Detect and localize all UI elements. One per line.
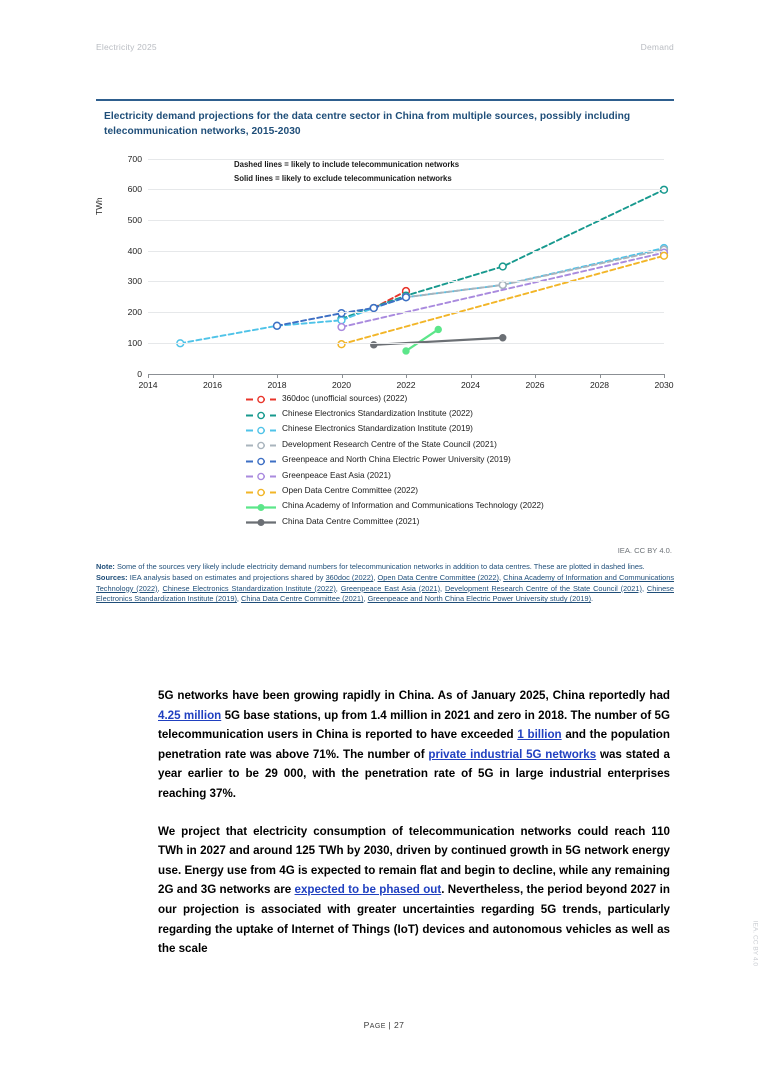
- gridline-100: [148, 343, 664, 344]
- legend-key-icon: [246, 454, 276, 465]
- legend-label: Greenpeace East Asia (2021): [282, 469, 391, 480]
- data-point: [338, 316, 345, 323]
- running-header: [96, 42, 674, 52]
- inline-link[interactable]: 1 billion: [517, 728, 562, 742]
- source-link[interactable]: 360doc (2022): [325, 573, 374, 583]
- legend-item-4: [246, 452, 666, 467]
- legend-key-icon: [246, 392, 276, 403]
- source-link[interactable]: Chinese Electronics Standardization Institute (2019): [96, 583, 674, 604]
- legend-item-6: [246, 482, 666, 497]
- x-tick-2024: 2024: [460, 379, 481, 390]
- sources-intro: IEA analysis based on estimates and projections shared by: [127, 573, 326, 583]
- note-label: Note:: [96, 562, 115, 571]
- data-point: [435, 326, 441, 332]
- legend-label: Chinese Electronics Standardization Institute (2022): [282, 408, 473, 419]
- figure-block: [94, 99, 675, 604]
- body-text-column: [158, 686, 670, 977]
- data-point: [500, 334, 506, 340]
- gridline-600: [148, 189, 664, 190]
- x-tickmark-2020: [342, 374, 343, 378]
- legend-key-icon: [246, 408, 276, 419]
- legend-key-icon: [246, 485, 276, 496]
- legend-label: China Academy of Information and Communications Technology (2022): [282, 500, 544, 511]
- gridline-300: [148, 281, 664, 282]
- figure-title: Electricity demand projections for the data centre sector in China from multiple sources, possibly including telecommunication networks, 2015-2030: [104, 110, 631, 137]
- x-tick-2022: 2022: [396, 379, 416, 390]
- line-chart: [96, 145, 674, 420]
- figure-sources: [96, 573, 674, 604]
- header-left-title: Electricity 2025: [96, 42, 157, 52]
- source-link[interactable]: Greenpeace East Asia (2021): [340, 583, 441, 593]
- paragraph-text: 5G networks have been growing rapidly in China. As of January 2025, China reportedly had: [158, 689, 670, 702]
- legend-key-icon: [246, 515, 276, 526]
- data-point: [338, 323, 345, 330]
- legend-label: Open Data Centre Committee (2022): [282, 485, 419, 496]
- y-tick-600: 600: [127, 184, 142, 195]
- x-tick-2026: 2026: [525, 379, 545, 390]
- chart-legend: [246, 390, 666, 529]
- plot-area: [127, 153, 674, 390]
- legend-key-icon: [246, 423, 276, 434]
- x-tickmark-2030: [664, 374, 665, 378]
- series-1: [338, 186, 667, 322]
- side-watermark: IEA. CC BY 4.0: [751, 920, 758, 966]
- sources-label: Sources:: [96, 573, 128, 583]
- series-3: [403, 246, 668, 300]
- series-layer: [148, 159, 664, 374]
- legend-item-7: [246, 498, 666, 513]
- footer-page-number: 27: [393, 1020, 405, 1030]
- legend-label: Chinese Electronics Standardization Institute (2019): [282, 423, 473, 434]
- source-link[interactable]: Greenpeace and North China Electric Power University study (2019): [367, 594, 592, 604]
- source-link[interactable]: Open Data Centre Committee (2022): [377, 573, 499, 583]
- legend-item-2: [246, 421, 666, 436]
- solid-lines-annotation: Solid lines = likely to exclude telecommunication networks: [234, 173, 452, 183]
- legend-label: Development Research Centre of the State Council (2021): [282, 438, 497, 449]
- gridline-200: [148, 312, 664, 313]
- legend-label: China Data Centre Committee (2021): [282, 515, 420, 526]
- data-point: [499, 263, 506, 270]
- x-tick-2020: 2020: [331, 379, 352, 390]
- x-tickmark-2014: [148, 374, 149, 378]
- x-tickmark-2018: [277, 374, 278, 378]
- x-tick-2016: 2016: [202, 379, 223, 390]
- footer-page-initial: P: [363, 1020, 370, 1030]
- source-link-list: 360doc (2022), Open Data Centre Committee (2022), China Academy of Information and Communications Technology (2022), Chinese Electronics Standardization Institute (2022), Greenpeace East Asia (2021), Development Research Centre of the State Council (2021), Chinese Electronics Standardization Institute (2019), China Data Centre Committee (2021), Greenpeace and North China Electric Power University study (2019).: [96, 573, 675, 604]
- paragraph-text: . Nevertheless, the period beyond 2027 in our projection is associated with greater uncertainties regarding 5G trends, particularly regarding the uptake of Internet of Things (IoT) devices and autonomous vehicles as well as the scale: [158, 883, 670, 956]
- y-tick-0: 0: [137, 368, 142, 379]
- data-point: [274, 322, 281, 329]
- legend-item-8: [246, 513, 666, 528]
- x-tick-2028: 2028: [589, 379, 610, 390]
- dashed-lines-annotation: Dashed lines = likely to include telecommunication networks: [234, 159, 460, 169]
- x-tick-2014: 2014: [138, 379, 158, 390]
- figure-credit: IEA. CC BY 4.0.: [617, 546, 672, 555]
- header-right-section: Demand: [640, 42, 674, 52]
- x-tickmark-2024: [471, 374, 472, 378]
- series-5: [338, 249, 667, 330]
- paragraph-text: was stated a year earlier to be 29 000, with the penetration rate of 5G in large industrial enterprises reaching 37%.: [158, 747, 670, 800]
- footer-page-smallcaps: AGE: [369, 1023, 386, 1030]
- legend-key-icon: [246, 469, 276, 480]
- gridline-500: [148, 220, 664, 221]
- paragraph-text: and the population penetration rate was above 71%. The number of: [158, 728, 670, 761]
- y-tick-100: 100: [127, 337, 142, 348]
- legend-key-icon: [246, 500, 276, 511]
- legend-item-5: [246, 467, 666, 482]
- inline-link[interactable]: 4.25 million: [158, 708, 222, 722]
- source-link[interactable]: China Data Centre Committee (2021): [241, 594, 364, 604]
- legend-key-icon: [246, 438, 276, 449]
- footer-separator: |: [385, 1020, 394, 1030]
- data-point: [370, 304, 377, 311]
- legend-item-1: [246, 405, 666, 420]
- page-footer: [0, 1020, 768, 1030]
- paragraph-projection: [158, 822, 670, 959]
- y-tick-400: 400: [127, 245, 142, 256]
- data-point: [403, 347, 409, 353]
- source-link[interactable]: Chinese Electronics Standardization Institute (2022): [162, 583, 336, 593]
- y-tick-500: 500: [127, 215, 142, 226]
- legend-label: Greenpeace and North China Electric Power University (2019): [282, 454, 511, 465]
- figure-footnotes: [96, 562, 674, 605]
- x-tick-2018: 2018: [267, 379, 287, 390]
- paragraph-text: We project that electricity consumption of telecommunication networks could reach 110 TWh in 2027 and around 125 TWh by 2030, driven by continued growth in 5G network energy use. Energy use from 4G is expected to remain flat and begin to decline, while any remaining 2G and 3G networks are: [158, 824, 670, 897]
- source-link[interactable]: Development Research Centre of the State Council (2021): [444, 583, 642, 593]
- figure-note: [96, 562, 674, 572]
- y-tick-300: 300: [127, 276, 142, 287]
- gridline-400: [148, 251, 664, 252]
- y-tick-200: 200: [127, 307, 142, 318]
- data-point: [661, 252, 668, 259]
- x-tick-2030: 2030: [654, 379, 674, 390]
- x-tickmark-2026: [535, 374, 536, 378]
- x-tickmark-2022: [406, 374, 407, 378]
- legend-item-3: [246, 436, 666, 451]
- gridline-700: [148, 159, 664, 160]
- footer-page-label: [364, 1020, 386, 1030]
- legend-item-0: [246, 390, 666, 405]
- paragraph-text: 5G base stations, up from 1.4 million in 2021 and zero in 2018. The number of 5G telecommunication users in China is reported to have exceeded: [158, 708, 670, 742]
- series-8: [371, 334, 506, 347]
- data-point: [403, 293, 410, 300]
- inline-link[interactable]: expected to be phased out: [294, 883, 442, 897]
- legend-label: 360doc (unofficial sources) (2022): [282, 392, 408, 403]
- source-link[interactable]: China Academy of Information and Communications Technology (2022): [96, 573, 675, 593]
- series-7: [403, 326, 442, 354]
- x-tickmark-2016: [213, 374, 214, 378]
- paragraph-5g-networks: [158, 686, 670, 804]
- x-tickmark-2028: [600, 374, 601, 378]
- inline-link[interactable]: private industrial 5G networks: [428, 747, 597, 761]
- note-text: Some of the sources very likely include electricity demand numbers for telecommunication networks in addition to data centres. These are plotted in dashed lines.: [114, 562, 645, 571]
- y-tick-700: 700: [127, 153, 142, 164]
- y-axis-label: TWh: [94, 197, 104, 215]
